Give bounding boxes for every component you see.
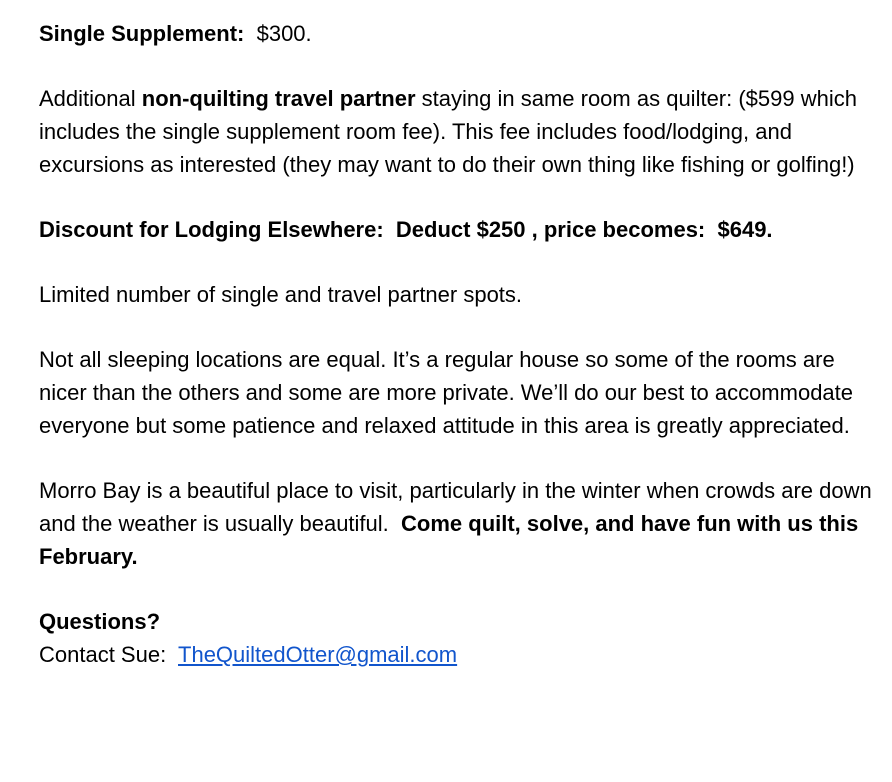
discount-paragraph: [39, 213, 879, 246]
single-supplement-paragraph: [39, 17, 879, 50]
single-supplement-value: $300.: [256, 21, 312, 46]
contact-label: Contact Sue:: [39, 642, 179, 667]
morro-bay-invite: Come quilt, solve, and have fun with us this February.: [39, 511, 859, 569]
document-body: [39, 17, 879, 671]
travel-partner-paragraph: [39, 82, 879, 181]
travel-partner-bold: non-quilting travel partner: [141, 86, 416, 111]
travel-partner-lead: Additional: [39, 86, 142, 111]
sleeping-locations-paragraph: [39, 343, 879, 442]
limited-spots-paragraph: [39, 278, 879, 311]
questions-heading-line: [39, 605, 879, 638]
morro-bay-text: Morro Bay is a beautiful place to visit, particularly in the winter when crowds are down and the weather is usually beautiful.: [39, 478, 878, 536]
contact-line: [39, 638, 879, 671]
discount-text: Discount for Lodging Elsewhere: Deduct $250 , price becomes: $649.: [39, 217, 773, 242]
morro-bay-paragraph: [39, 474, 879, 573]
questions-heading: Questions?: [39, 609, 161, 634]
travel-partner-details: staying in same room as quilter: ($599 which includes the single supplement room fee). This fee includes food/lodging, and excursions as interested (they may want to do their own thing like fishing or golfing!): [39, 86, 857, 177]
contact-email-link[interactable]: TheQuiltedOtter@gmail.com: [178, 642, 458, 667]
limited-spots-text: Limited number of single and travel partner spots.: [39, 282, 523, 307]
single-supplement-label: Single Supplement:: [39, 21, 245, 46]
sleeping-locations-text: Not all sleeping locations are equal. It’s a regular house so some of the rooms are nicer than the others and some are more private. We’ll do our best to accommodate everyone but some patience and relaxed attitude in this area is greatly appreciated.: [39, 347, 854, 438]
